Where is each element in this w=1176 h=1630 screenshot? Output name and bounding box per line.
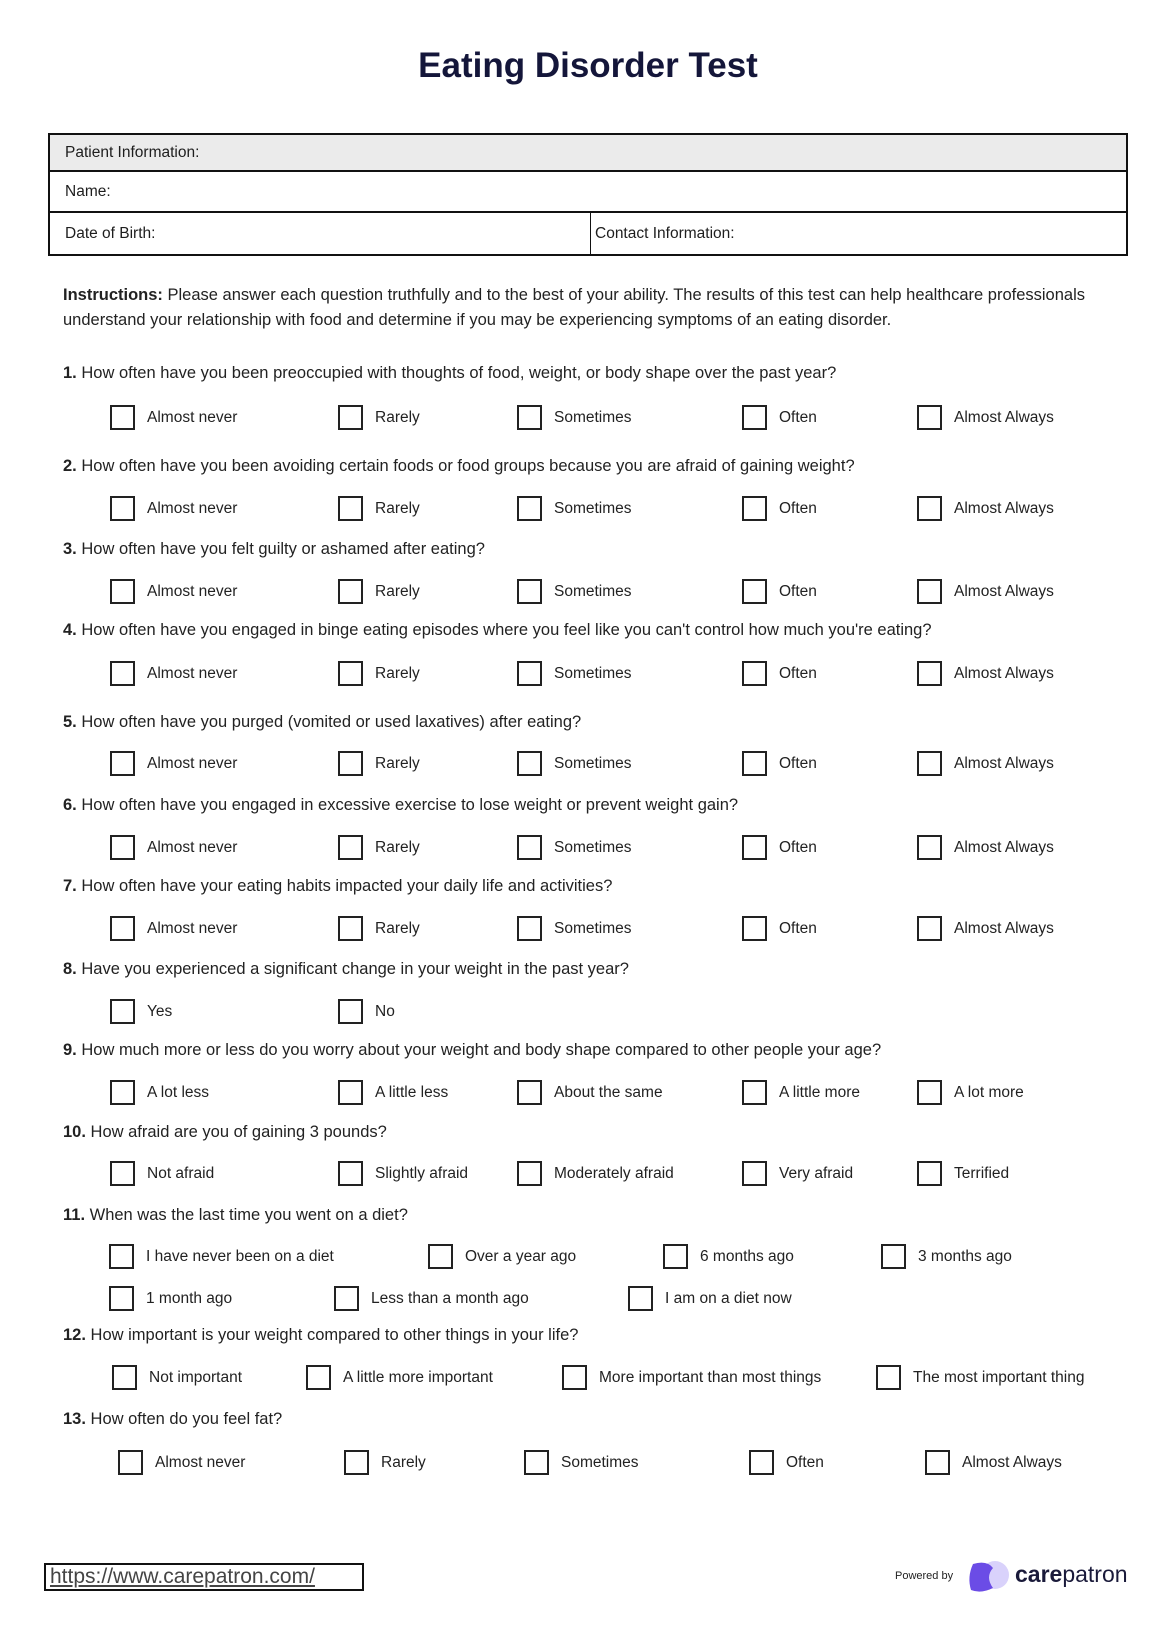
- option-q11[interactable]: [663, 1244, 794, 1269]
- option-q11[interactable]: [109, 1244, 334, 1269]
- option-label: Almost Always: [954, 838, 1054, 856]
- question-number: 2.: [63, 457, 77, 475]
- option-label: Rarely: [375, 408, 420, 426]
- option-q9[interactable]: [917, 1080, 1024, 1105]
- question-12: [63, 1326, 578, 1345]
- question-text: How often have you been preoccupied with thoughts of food, weight, or body shape over the past year?: [76, 364, 837, 382]
- option-label: 3 months ago: [918, 1247, 1012, 1265]
- name-label: Name:: [65, 182, 111, 200]
- page-title: Eating Disorder Test: [418, 46, 758, 85]
- option-q2[interactable]: [110, 496, 237, 521]
- checkbox[interactable]: [517, 751, 542, 776]
- option-q9[interactable]: [517, 1080, 663, 1105]
- checkbox[interactable]: [628, 1286, 653, 1311]
- brand-bold: care: [1015, 1561, 1063, 1587]
- contact-label: Contact Information:: [595, 224, 735, 242]
- option-q4[interactable]: [742, 661, 817, 686]
- checkbox[interactable]: [663, 1244, 688, 1269]
- checkbox[interactable]: [749, 1450, 774, 1475]
- checkbox[interactable]: [742, 751, 767, 776]
- option-label: Less than a month ago: [371, 1289, 529, 1307]
- option-label: I have never been on a diet: [146, 1247, 334, 1265]
- checkbox[interactable]: [110, 916, 135, 941]
- option-q6[interactable]: [742, 835, 817, 860]
- checkbox[interactable]: [110, 1161, 135, 1186]
- checkbox[interactable]: [524, 1450, 549, 1475]
- option-label: A little more important: [343, 1368, 493, 1386]
- checkbox[interactable]: [110, 1080, 135, 1105]
- checkbox[interactable]: [742, 405, 767, 430]
- dob-label: Date of Birth:: [65, 224, 156, 242]
- option-q7[interactable]: [917, 916, 1054, 941]
- question-number: 10.: [63, 1123, 86, 1141]
- option-q3[interactable]: [517, 579, 632, 604]
- option-label: Almost Always: [954, 408, 1054, 426]
- option-label: A lot more: [954, 1083, 1024, 1101]
- option-q12[interactable]: [112, 1365, 242, 1390]
- checkbox[interactable]: [742, 916, 767, 941]
- instructions-text: Please answer each question truthfully and to the best of your ability. The results of this test can help healthcare professionals understand your relationship with food and determine if you may be experiencing symptoms of an eating disorder.: [63, 286, 1086, 329]
- option-q13[interactable]: [524, 1450, 639, 1475]
- checkbox[interactable]: [110, 405, 135, 430]
- checkbox[interactable]: [876, 1365, 901, 1390]
- option-label: Almost never: [147, 408, 238, 426]
- checkbox[interactable]: [917, 835, 942, 860]
- option-q1[interactable]: [742, 405, 817, 430]
- question-number: 9.: [63, 1041, 77, 1059]
- option-q10[interactable]: [917, 1161, 1009, 1186]
- option-q11[interactable]: [881, 1244, 1012, 1269]
- option-q13[interactable]: [749, 1450, 824, 1475]
- question-number: 1.: [63, 364, 77, 382]
- checkbox[interactable]: [517, 496, 542, 521]
- option-label: Yes: [147, 1002, 173, 1020]
- option-label: The most important thing: [913, 1368, 1085, 1386]
- option-q8[interactable]: [110, 999, 172, 1024]
- checkbox[interactable]: [110, 999, 135, 1024]
- carepatron-link[interactable]: https://www.carepatron.com/: [44, 1563, 364, 1591]
- question-number: 5.: [63, 713, 77, 731]
- checkbox[interactable]: [338, 751, 363, 776]
- option-label: Almost never: [147, 754, 238, 772]
- option-label: Almost Always: [954, 499, 1054, 517]
- option-label: Almost Always: [954, 754, 1054, 772]
- option-label: I am on a diet now: [665, 1289, 792, 1307]
- option-q13[interactable]: [344, 1450, 426, 1475]
- question-number: 3.: [63, 540, 77, 558]
- patient-info-header: Patient Information:: [65, 143, 200, 161]
- option-q4[interactable]: [110, 661, 237, 686]
- option-q11[interactable]: [109, 1286, 232, 1311]
- checkbox[interactable]: [110, 751, 135, 776]
- carepatron-logo-icon: [967, 1560, 1011, 1594]
- option-q12[interactable]: [876, 1365, 1084, 1390]
- option-q12[interactable]: [562, 1365, 821, 1390]
- option-q1[interactable]: [110, 405, 237, 430]
- checkbox[interactable]: [428, 1244, 453, 1269]
- option-label: Terrified: [954, 1164, 1010, 1182]
- question-text: How much more or less do you worry about your weight and body shape compared to other people your age?: [76, 1041, 882, 1059]
- option-q13[interactable]: [925, 1450, 1062, 1475]
- checkbox[interactable]: [517, 916, 542, 941]
- option-label: Almost Always: [962, 1453, 1062, 1471]
- checkbox[interactable]: [517, 1080, 542, 1105]
- option-label: A lot less: [147, 1083, 210, 1101]
- checkbox[interactable]: [917, 1161, 942, 1186]
- question-text: How often have you engaged in binge eating episodes where you feel like you can't control how much you're eating?: [76, 621, 932, 639]
- checkbox[interactable]: [917, 916, 942, 941]
- option-q9[interactable]: [338, 1080, 448, 1105]
- option-label: Over a year ago: [465, 1247, 577, 1265]
- option-q6[interactable]: [110, 835, 237, 860]
- checkbox[interactable]: [925, 1450, 950, 1475]
- option-label: Often: [779, 664, 817, 682]
- option-q11[interactable]: [334, 1286, 529, 1311]
- checkbox[interactable]: [917, 405, 942, 430]
- option-label: Rarely: [375, 499, 420, 517]
- checkbox[interactable]: [517, 1161, 542, 1186]
- option-label: Rarely: [375, 582, 420, 600]
- checkbox[interactable]: [338, 496, 363, 521]
- checkbox[interactable]: [334, 1286, 359, 1311]
- question-text: Have you experienced a significant change in your weight in the past year?: [76, 960, 629, 978]
- option-label: Sometimes: [554, 838, 632, 856]
- option-label: Not important: [149, 1368, 243, 1386]
- option-q6[interactable]: [338, 835, 420, 860]
- checkbox[interactable]: [517, 835, 542, 860]
- option-q11[interactable]: [428, 1244, 576, 1269]
- patient-info-header-row: [50, 135, 1126, 172]
- question-text: How important is your weight compared to other things in your life?: [85, 1326, 579, 1344]
- option-label: Rarely: [375, 838, 420, 856]
- option-q3[interactable]: [110, 579, 237, 604]
- option-label: Not afraid: [147, 1164, 215, 1182]
- option-label: Often: [779, 408, 817, 426]
- option-label: More important than most things: [599, 1368, 822, 1386]
- option-label: A little less: [375, 1083, 449, 1101]
- option-label: Almost never: [147, 919, 238, 937]
- name-field[interactable]: [50, 172, 1126, 213]
- option-q3[interactable]: [742, 579, 817, 604]
- option-label: Rarely: [375, 664, 420, 682]
- checkbox[interactable]: [109, 1244, 134, 1269]
- question-number: 13.: [63, 1410, 86, 1428]
- question-5: [63, 713, 581, 732]
- option-label: About the same: [554, 1083, 663, 1101]
- carepatron-brand: [1015, 1561, 1128, 1588]
- option-label: 1 month ago: [146, 1289, 233, 1307]
- option-q7[interactable]: [517, 916, 632, 941]
- checkbox[interactable]: [110, 496, 135, 521]
- option-label: Rarely: [375, 919, 420, 937]
- instructions: [63, 283, 1133, 333]
- question-text: How afraid are you of gaining 3 pounds?: [85, 1123, 387, 1141]
- question-9: [63, 1041, 881, 1060]
- option-q4[interactable]: [917, 661, 1054, 686]
- option-label: Almost never: [147, 838, 238, 856]
- option-label: Almost Always: [954, 664, 1054, 682]
- option-label: Almost never: [147, 499, 238, 517]
- checkbox[interactable]: [742, 496, 767, 521]
- checkbox[interactable]: [338, 405, 363, 430]
- option-q5[interactable]: [517, 751, 632, 776]
- option-label: Often: [786, 1453, 824, 1471]
- checkbox[interactable]: [517, 661, 542, 686]
- checkbox[interactable]: [338, 1080, 363, 1105]
- question-text: How often have you purged (vomited or used laxatives) after eating?: [76, 713, 582, 731]
- option-label: Almost never: [147, 664, 238, 682]
- option-q2[interactable]: [517, 496, 632, 521]
- question-text: When was the last time you went on a diet?: [85, 1206, 408, 1224]
- question-text: How often have you felt guilty or ashamed after eating?: [76, 540, 485, 558]
- brand-rest: patron: [1062, 1561, 1128, 1587]
- checkbox[interactable]: [338, 835, 363, 860]
- powered-by-label: Powered by: [895, 1570, 954, 1582]
- option-q4[interactable]: [338, 661, 420, 686]
- option-label: Sometimes: [554, 499, 632, 517]
- option-label: A little more: [779, 1083, 860, 1101]
- question-4: [63, 621, 932, 640]
- option-label: Sometimes: [554, 664, 632, 682]
- option-q1[interactable]: [338, 405, 420, 430]
- option-q5[interactable]: [110, 751, 237, 776]
- checkbox[interactable]: [338, 661, 363, 686]
- question-text: How often have your eating habits impacted your daily life and activities?: [76, 877, 613, 895]
- checkbox[interactable]: [110, 579, 135, 604]
- question-number: 11.: [63, 1206, 86, 1224]
- checkbox[interactable]: [517, 405, 542, 430]
- option-q10[interactable]: [110, 1161, 214, 1186]
- instructions-label: Instructions:: [63, 286, 163, 304]
- option-label: Sometimes: [554, 919, 632, 937]
- option-q4[interactable]: [517, 661, 632, 686]
- option-q13[interactable]: [118, 1450, 245, 1475]
- dob-field[interactable]: [50, 213, 585, 254]
- checkbox[interactable]: [112, 1365, 137, 1390]
- checkbox[interactable]: [338, 916, 363, 941]
- question-text: How often do you feel fat?: [85, 1410, 283, 1428]
- option-q10[interactable]: [742, 1161, 853, 1186]
- dob-contact-row: [50, 213, 1126, 254]
- option-label: Moderately afraid: [554, 1164, 674, 1182]
- option-q9[interactable]: [110, 1080, 209, 1105]
- option-q1[interactable]: [917, 405, 1054, 430]
- option-label: Very afraid: [779, 1164, 854, 1182]
- option-label: Rarely: [375, 754, 420, 772]
- option-label: Almost never: [147, 582, 238, 600]
- checkbox[interactable]: [742, 835, 767, 860]
- option-q9[interactable]: [742, 1080, 860, 1105]
- question-8: [63, 960, 629, 979]
- option-q5[interactable]: [917, 751, 1054, 776]
- option-q2[interactable]: [338, 496, 420, 521]
- question-number: 12.: [63, 1326, 86, 1344]
- option-label: Sometimes: [554, 408, 632, 426]
- option-label: No: [375, 1002, 395, 1020]
- option-q10[interactable]: [517, 1161, 674, 1186]
- checkbox[interactable]: [742, 1080, 767, 1105]
- option-label: 6 months ago: [700, 1247, 794, 1265]
- question-text: How often have you been avoiding certain foods or food groups because you are afraid of gaining weight?: [76, 457, 855, 475]
- checkbox[interactable]: [917, 496, 942, 521]
- option-q10[interactable]: [338, 1161, 468, 1186]
- option-label: Rarely: [381, 1453, 426, 1471]
- checkbox[interactable]: [118, 1450, 143, 1475]
- checkbox[interactable]: [338, 579, 363, 604]
- question-11: [63, 1206, 408, 1225]
- option-q6[interactable]: [917, 835, 1054, 860]
- checkbox[interactable]: [917, 661, 942, 686]
- option-label: Sometimes: [554, 582, 632, 600]
- checkbox[interactable]: [742, 1161, 767, 1186]
- checkbox[interactable]: [109, 1286, 134, 1311]
- contact-field[interactable]: [580, 213, 735, 254]
- question-7: [63, 877, 612, 896]
- option-label: Often: [779, 919, 817, 937]
- question-3: [63, 540, 485, 559]
- question-1: [63, 364, 836, 383]
- checkbox[interactable]: [338, 1161, 363, 1186]
- option-q3[interactable]: [917, 579, 1054, 604]
- option-label: Almost Always: [954, 582, 1054, 600]
- checkbox[interactable]: [881, 1244, 906, 1269]
- option-label: Often: [779, 499, 817, 517]
- question-2: [63, 457, 855, 476]
- patient-info-table: [48, 133, 1128, 256]
- option-label: Often: [779, 582, 817, 600]
- checkbox[interactable]: [110, 835, 135, 860]
- option-label: Slightly afraid: [375, 1164, 469, 1182]
- checkbox[interactable]: [742, 661, 767, 686]
- question-10: [63, 1123, 387, 1142]
- checkbox[interactable]: [344, 1450, 369, 1475]
- question-number: 7.: [63, 877, 77, 895]
- option-q8[interactable]: [338, 999, 395, 1024]
- checkbox[interactable]: [306, 1365, 331, 1390]
- option-q11[interactable]: [628, 1286, 792, 1311]
- question-number: 6.: [63, 796, 77, 814]
- option-label: Often: [779, 754, 817, 772]
- checkbox[interactable]: [917, 751, 942, 776]
- option-label: Sometimes: [561, 1453, 639, 1471]
- question-number: 8.: [63, 960, 77, 978]
- question-number: 4.: [63, 621, 77, 639]
- checkbox[interactable]: [517, 579, 542, 604]
- option-q6[interactable]: [517, 835, 632, 860]
- checkbox[interactable]: [110, 661, 135, 686]
- option-q5[interactable]: [338, 751, 420, 776]
- option-q1[interactable]: [517, 405, 632, 430]
- option-q5[interactable]: [742, 751, 817, 776]
- option-q3[interactable]: [338, 579, 420, 604]
- question-13: [63, 1410, 282, 1429]
- option-label: Often: [779, 838, 817, 856]
- option-q2[interactable]: [742, 496, 817, 521]
- checkbox[interactable]: [917, 1080, 942, 1105]
- option-label: Almost never: [155, 1453, 246, 1471]
- checkbox[interactable]: [742, 579, 767, 604]
- checkbox[interactable]: [917, 579, 942, 604]
- option-q7[interactable]: [110, 916, 237, 941]
- option-q7[interactable]: [742, 916, 817, 941]
- option-label: Almost Always: [954, 919, 1054, 937]
- option-q7[interactable]: [338, 916, 420, 941]
- option-q12[interactable]: [306, 1365, 493, 1390]
- option-label: Sometimes: [554, 754, 632, 772]
- question-6: [63, 796, 738, 815]
- question-text: How often have you engaged in excessive exercise to lose weight or prevent weight gain?: [76, 796, 739, 814]
- option-q2[interactable]: [917, 496, 1054, 521]
- checkbox[interactable]: [562, 1365, 587, 1390]
- checkbox[interactable]: [338, 999, 363, 1024]
